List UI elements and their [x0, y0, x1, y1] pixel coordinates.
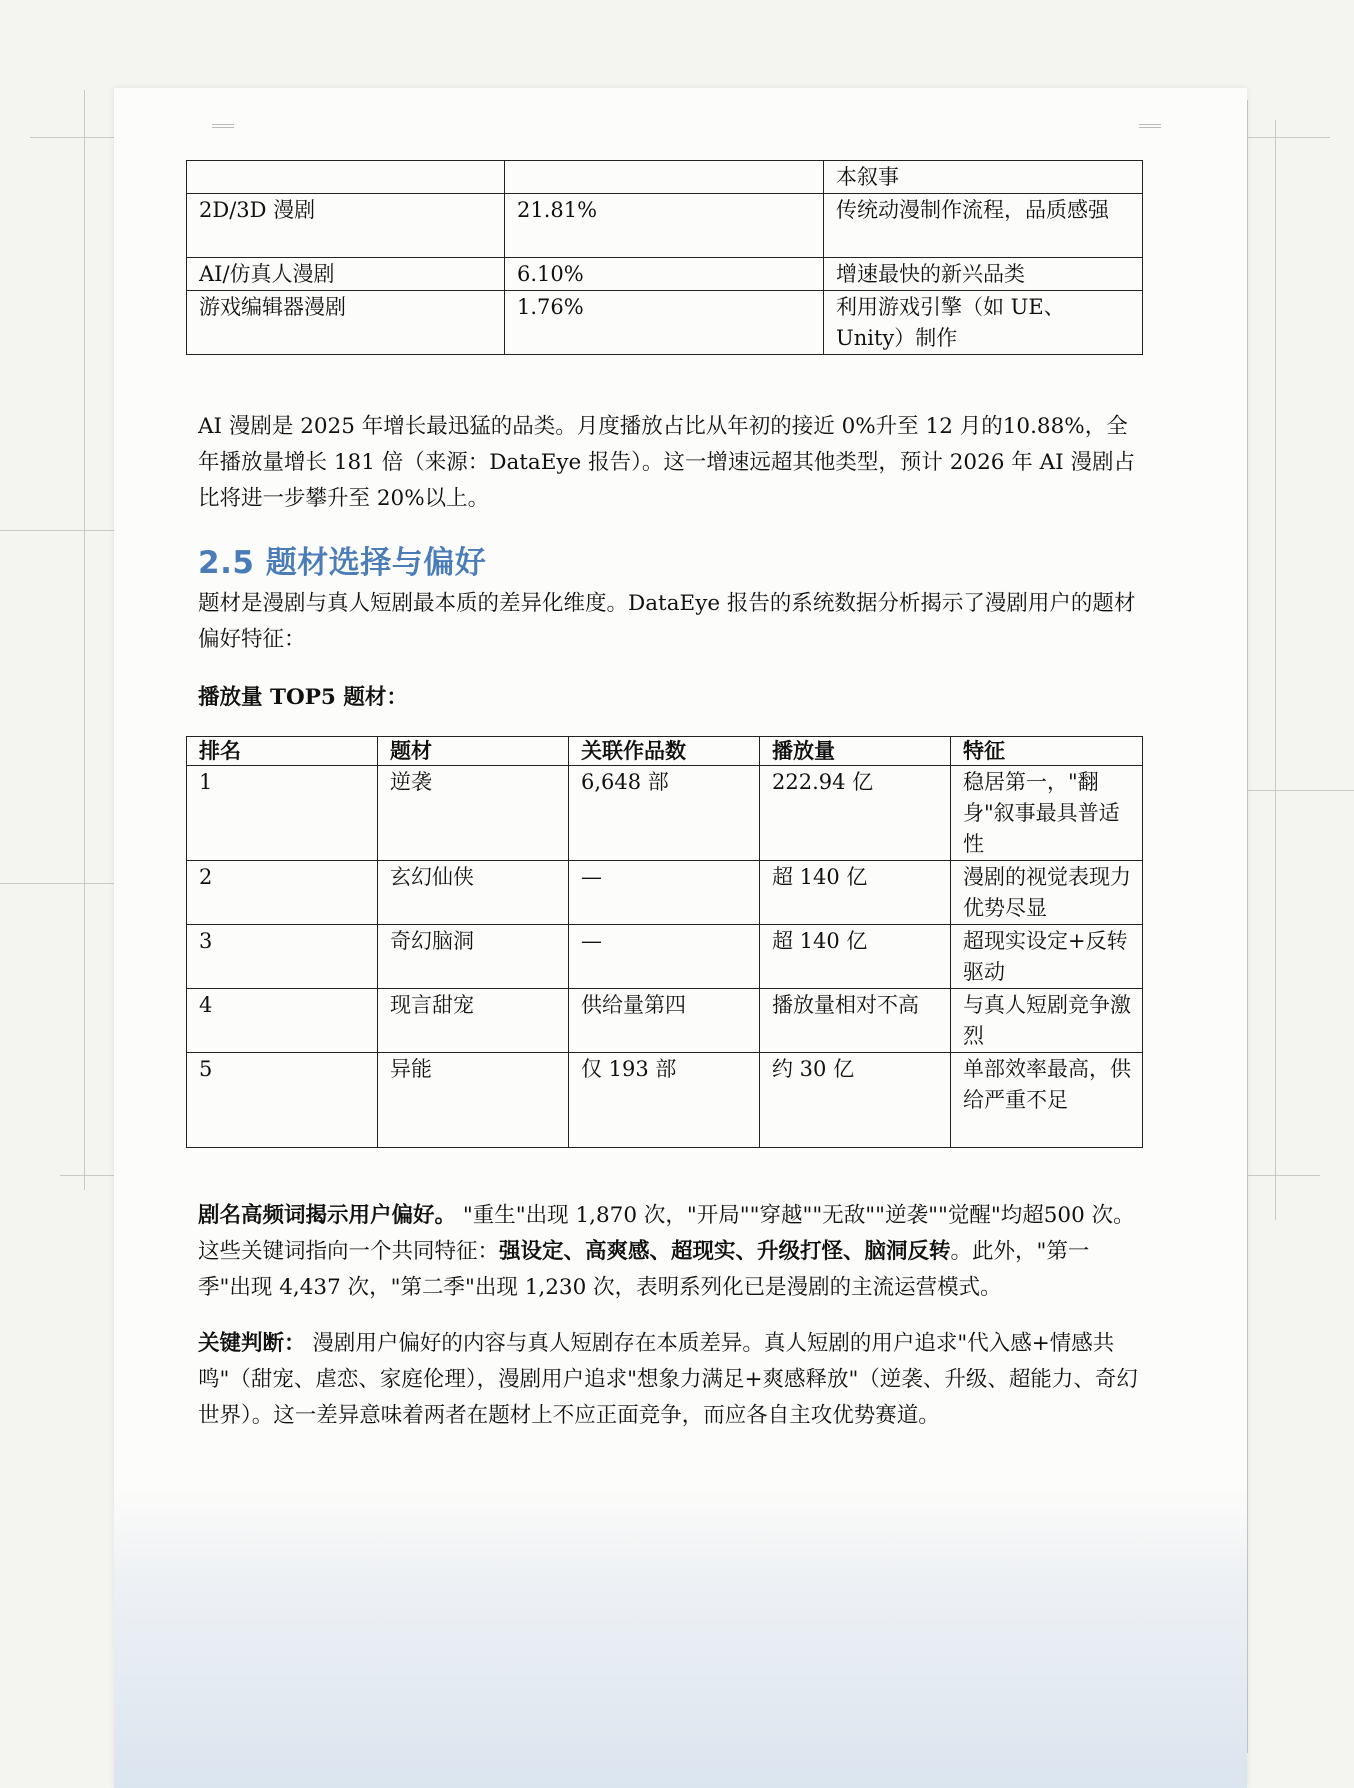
table-cell: 与真人短剧竞争激烈: [951, 989, 1143, 1053]
guide-line: [0, 530, 120, 531]
table-cell: 传统动漫制作流程，品质感强: [824, 194, 1143, 258]
judgement-lead: 关键判断：: [198, 1331, 306, 1356]
table-cell: 6,648 部: [569, 766, 760, 861]
table-cell: 2: [187, 861, 378, 925]
table-cell: 6.10%: [505, 258, 824, 291]
table-cell: 超 140 亿: [760, 861, 951, 925]
table-cell: 超现实设定+反转驱动: [951, 925, 1143, 989]
table-cell: 供给量第四: [569, 989, 760, 1053]
keywords-lead: 剧名高频词揭示用户偏好。: [198, 1203, 457, 1228]
table-cell: 播放量相对不高: [760, 989, 951, 1053]
column-header: 特征: [951, 737, 1143, 766]
table-cell: 仅 193 部: [569, 1053, 760, 1148]
category-table: [186, 160, 1143, 355]
paragraph-keywords: [198, 1198, 1142, 1306]
guide-line: [1247, 100, 1248, 1753]
table-cell: 稳居第一，"翻身"叙事最具普适性: [951, 766, 1143, 861]
table-cell: 单部效率最高，供给严重不足: [951, 1053, 1143, 1148]
top5-table: [186, 736, 1143, 1148]
guide-line: [1240, 1175, 1320, 1176]
table-cell: 1: [187, 766, 378, 861]
document-page: [114, 88, 1247, 1788]
crop-mark-icon: [212, 120, 234, 130]
table-cell: [505, 161, 824, 194]
table-row: [187, 161, 1143, 194]
guide-line: [0, 883, 120, 884]
table-row: [187, 989, 1143, 1053]
table-cell: 本叙事: [824, 161, 1143, 194]
table-cell: 5: [187, 1053, 378, 1148]
table-cell: 奇幻脑洞: [378, 925, 569, 989]
crop-mark-icon: [1139, 120, 1161, 130]
page-bottom-fade: [114, 1488, 1247, 1788]
column-header: 排名: [187, 737, 378, 766]
column-header: 关联作品数: [569, 737, 760, 766]
judgement-text: 漫剧用户偏好的内容与真人短剧存在本质差异。真人短剧的用户追求"代入感+情感共鸣"（甜宠、虐恋、家庭伦理），漫剧用户追求"想象力满足+爽感释放"（逆袭、升级、超能力、奇幻世界）。这一差异意味着两者在题材上不应正面竞争，而应各自主攻优势赛道。: [198, 1331, 1138, 1428]
paragraph-intro: 题材是漫剧与真人短剧最本质的差异化维度。DataEye 报告的系统数据分析揭示了漫剧用户的题材偏好特征：: [198, 591, 1136, 652]
column-header: 播放量: [760, 737, 951, 766]
table-cell: AI/仿真人漫剧: [187, 258, 505, 291]
guide-line: [84, 90, 85, 1190]
guide-line: [1275, 120, 1276, 1220]
paragraph-ai-growth: AI 漫剧是 2025 年增长最迅猛的品类。月度播放占比从年初的接近 0%升至 12 月的10.88%，全年播放量增长 181 倍（来源：DataEye 报告）。这一增速远超其他类型，预计 2026 年 AI 漫剧占比将进一步攀升至 20%以上。: [198, 414, 1135, 511]
table-cell: 2D/3D 漫剧: [187, 194, 505, 258]
table-cell: [187, 161, 505, 194]
table-row: [187, 194, 1143, 258]
table-cell: 1.76%: [505, 291, 824, 355]
table-cell: 异能: [378, 1053, 569, 1148]
table-row: [187, 766, 1143, 861]
column-header: 题材: [378, 737, 569, 766]
keywords-text-1: "重生"出现 1,870 次，"开局""穿越""无敌""逆袭""觉醒"均超500 次。这些关键词指向一个共同特征：: [198, 1203, 1135, 1264]
table-row: [187, 925, 1143, 989]
table-row: [187, 291, 1143, 355]
table-cell: 玄幻仙侠: [378, 861, 569, 925]
page-content: [186, 160, 1142, 1434]
table-cell: —: [569, 861, 760, 925]
table-cell: 现言甜宠: [378, 989, 569, 1053]
top5-label: 播放量 TOP5 题材：: [198, 685, 408, 710]
table-cell: 利用游戏引擎（如 UE、Unity）制作: [824, 291, 1143, 355]
table-cell: 4: [187, 989, 378, 1053]
table-cell: 逆袭: [378, 766, 569, 861]
table-row: [187, 258, 1143, 291]
guide-line: [1240, 790, 1354, 791]
table-cell: 超 140 亿: [760, 925, 951, 989]
table-header-row: [187, 737, 1143, 766]
section-heading: 2.5 题材选择与偏好: [198, 545, 487, 581]
paragraph-judgement: [198, 1326, 1142, 1434]
table-cell: 约 30 亿: [760, 1053, 951, 1148]
keywords-text-2: 。此外，"第一季"出现 4,437 次，"第二季"出现 1,230 次，表明系列化已是漫剧的主流运营模式。: [198, 1239, 1090, 1300]
table-cell: 21.81%: [505, 194, 824, 258]
table-cell: 增速最快的新兴品类: [824, 258, 1143, 291]
table-cell: —: [569, 925, 760, 989]
table-row: [187, 861, 1143, 925]
table-cell: 游戏编辑器漫剧: [187, 291, 505, 355]
table-row: [187, 1053, 1143, 1148]
table-cell: 3: [187, 925, 378, 989]
table-cell: 222.94 亿: [760, 766, 951, 861]
table-cell: 漫剧的视觉表现力优势尽显: [951, 861, 1143, 925]
guide-line: [60, 1175, 120, 1176]
keywords-bold: 强设定、高爽感、超现实、升级打怪、脑洞反转: [499, 1239, 951, 1264]
